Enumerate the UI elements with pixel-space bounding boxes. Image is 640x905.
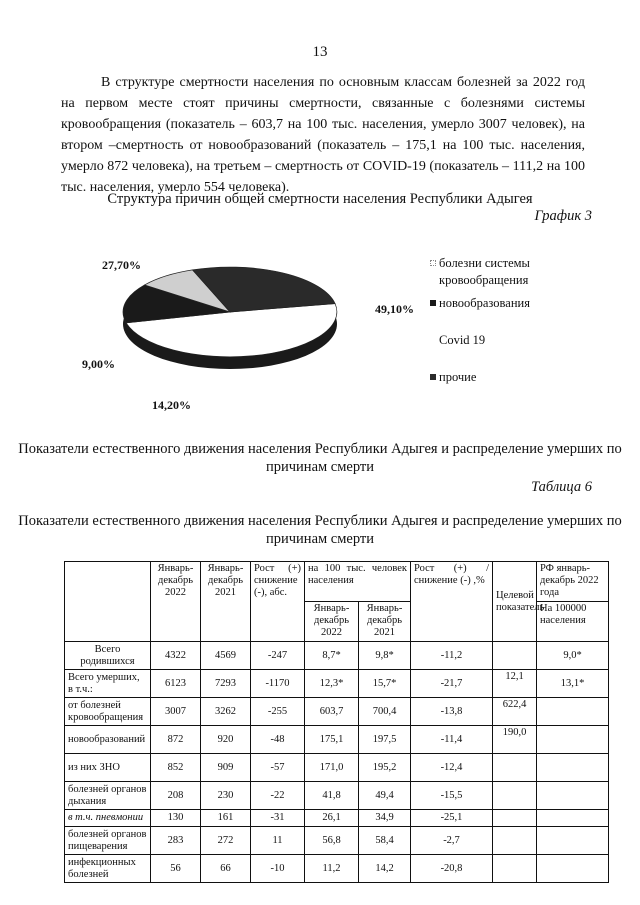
chart-title: Структура причин общей смертности населения Республики Адыгея [107,191,533,207]
cell-target: 12,1 [493,670,537,698]
table-row [65,726,609,754]
legend-label-prochie: прочие [439,370,477,384]
cell-pct: -20,8 [411,855,493,883]
header-col-rf: РФ январь-декабрь 2022 года [537,562,609,602]
cell-abs: -255 [251,698,305,726]
table-header-row [65,562,609,602]
cell-2021: 7293 [201,670,251,698]
row-label: в т.ч. пневмонии [65,810,151,827]
cell-2021: 909 [201,754,251,782]
mortality-table [64,561,609,883]
cell-rf [537,810,609,827]
cell-pct: -25,1 [411,810,493,827]
cell-2022: 872 [151,726,201,754]
cell-target: 190,0 [493,726,537,754]
header-col-target: Целевой показатель [493,562,537,642]
cell-abs: -10 [251,855,305,883]
cell-rate-2021: 34,9 [359,810,411,827]
table-heading-2: Показатели естественного движения населения Республики Адыгея и распределение умерших по причинам смерти [18,513,622,547]
cell-rate-2021: 49,4 [359,782,411,810]
cell-rf: 9,0* [537,642,609,670]
cell-rf [537,782,609,810]
table-row [65,698,609,726]
pie-label-krovoobr: 49,10% [375,302,414,316]
cell-2022: 208 [151,782,201,810]
table-row [65,810,609,827]
cell-rate-2021: 15,7* [359,670,411,698]
cell-rate-2021: 700,4 [359,698,411,726]
pie-label-novoobr: 14,20% [152,398,191,412]
cell-abs: -1170 [251,670,305,698]
cell-rate-2022: 11,2 [305,855,359,883]
cell-2021: 920 [201,726,251,754]
row-label: болезней органов пищеварения [65,827,151,855]
cell-target [493,642,537,670]
table-number: Таблица 6 [531,479,592,495]
cell-pct: -2,7 [411,827,493,855]
header-group-per100k: на 100 тыс. человек населения [305,562,411,602]
cell-2021: 272 [201,827,251,855]
header-col-2022: Январь-декабрь 2022 [151,562,201,642]
cell-2022: 3007 [151,698,201,726]
legend-item-prochie [430,369,590,386]
legend-item-krovoobr [430,255,590,289]
cell-rate-2022: 8,7* [305,642,359,670]
cell-pct: -21,7 [411,670,493,698]
cell-pct: -11,4 [411,726,493,754]
cell-2021: 4569 [201,642,251,670]
cell-2022: 4322 [151,642,201,670]
legend-swatch-krovoobr [430,260,436,266]
row-label: новообразований [65,726,151,754]
cell-abs: -57 [251,754,305,782]
row-label: болезней органов дыхания [65,782,151,810]
cell-2022: 130 [151,810,201,827]
cell-target [493,827,537,855]
cell-pct: -11,2 [411,642,493,670]
header-empty-cell [65,562,151,642]
cell-rate-2021: 14,2 [359,855,411,883]
cell-rf [537,754,609,782]
cell-rate-2022: 41,8 [305,782,359,810]
cell-pct: -13,8 [411,698,493,726]
cell-rate-2022: 12,3* [305,670,359,698]
cell-rate-2022: 56,8 [305,827,359,855]
cell-2022: 56 [151,855,201,883]
row-label: инфекционных болезней [65,855,151,883]
cell-rf: 13,1* [537,670,609,698]
cell-abs: -48 [251,726,305,754]
cell-pct: -12,4 [411,754,493,782]
chart-legend [430,255,590,386]
legend-label-novoobr: новообразования [439,296,530,310]
legend-swatch-novoobr [430,300,436,306]
cell-2021: 161 [201,810,251,827]
table-row [65,670,609,698]
table-row [65,754,609,782]
table-row [65,782,609,810]
cell-abs: -247 [251,642,305,670]
header-col-pct: Рост (+) / снижение (-) ,% [411,562,493,642]
header-col-2021: Январь-декабрь 2021 [201,562,251,642]
cell-2022: 283 [151,827,201,855]
cell-rate-2021: 197,5 [359,726,411,754]
cell-abs: 11 [251,827,305,855]
pie-label-covid: 9,00% [82,357,115,371]
cell-rate-2022: 171,0 [305,754,359,782]
row-label: от болезней кровообращения [65,698,151,726]
intro-text: В структуре смертности населения по основным классам болезней за 2022 год на первом месте стоят причины смертности, связанные с болезнями системы кровообращения (показатель – 603,7 на 100 тыс. населения, умерло 3007 человек), на втором –смертность от новообразований (показатель – 175,1 на 100 тыс. населения, умерло 872 человека), на третьем – смертность от COVID-19 (показатель – 111,2 на 100 тыс. населения, умерло 554 человека). [61,75,585,195]
cell-rf [537,698,609,726]
subheader-2022: Январь-декабрь 2022 [305,602,359,642]
legend-label-covid: Covid 19 [439,333,486,347]
legend-label-krovoobr: болезни системы кровообращения [439,256,530,287]
intro-paragraph [61,72,585,198]
cell-2021: 66 [201,855,251,883]
table-heading-1: Показатели естественного движения населения Республики Адыгея и распределение умерших по причинам смерти [18,441,622,475]
pie-chart [80,232,420,412]
cell-rate-2022: 26,1 [305,810,359,827]
legend-item-covid [430,332,590,349]
pie-label-prochie: 27,70% [102,258,141,272]
cell-rate-2021: 195,2 [359,754,411,782]
cell-rf [537,827,609,855]
cell-2022: 852 [151,754,201,782]
cell-target [493,754,537,782]
row-label: Всего родившихся [65,642,151,670]
cell-rf [537,855,609,883]
chart-number: График 3 [534,208,592,224]
subheader-2021: Январь-декабрь 2021 [359,602,411,642]
cell-2021: 3262 [201,698,251,726]
cell-rate-2022: 175,1 [305,726,359,754]
table-row [65,642,609,670]
cell-rate-2022: 603,7 [305,698,359,726]
subheader-rf-per100k: На 100000 населения [537,602,609,642]
cell-target [493,810,537,827]
table-row [65,855,609,883]
legend-swatch-prochie [430,374,436,380]
cell-target: 622,4 [493,698,537,726]
cell-abs: -22 [251,782,305,810]
cell-target [493,855,537,883]
cell-2021: 230 [201,782,251,810]
cell-abs: -31 [251,810,305,827]
cell-target [493,782,537,810]
cell-rate-2021: 9,8* [359,642,411,670]
row-label: из них ЗНО [65,754,151,782]
table-row [65,827,609,855]
header-col-abs: Рост (+) снижение (-), абс. [251,562,305,642]
cell-rate-2021: 58,4 [359,827,411,855]
row-label: Всего умерших, в т.ч.: [65,670,151,698]
page-number: 13 [312,44,328,60]
cell-rf [537,726,609,754]
cell-2022: 6123 [151,670,201,698]
legend-item-novoobr [430,295,590,312]
cell-pct: -15,5 [411,782,493,810]
